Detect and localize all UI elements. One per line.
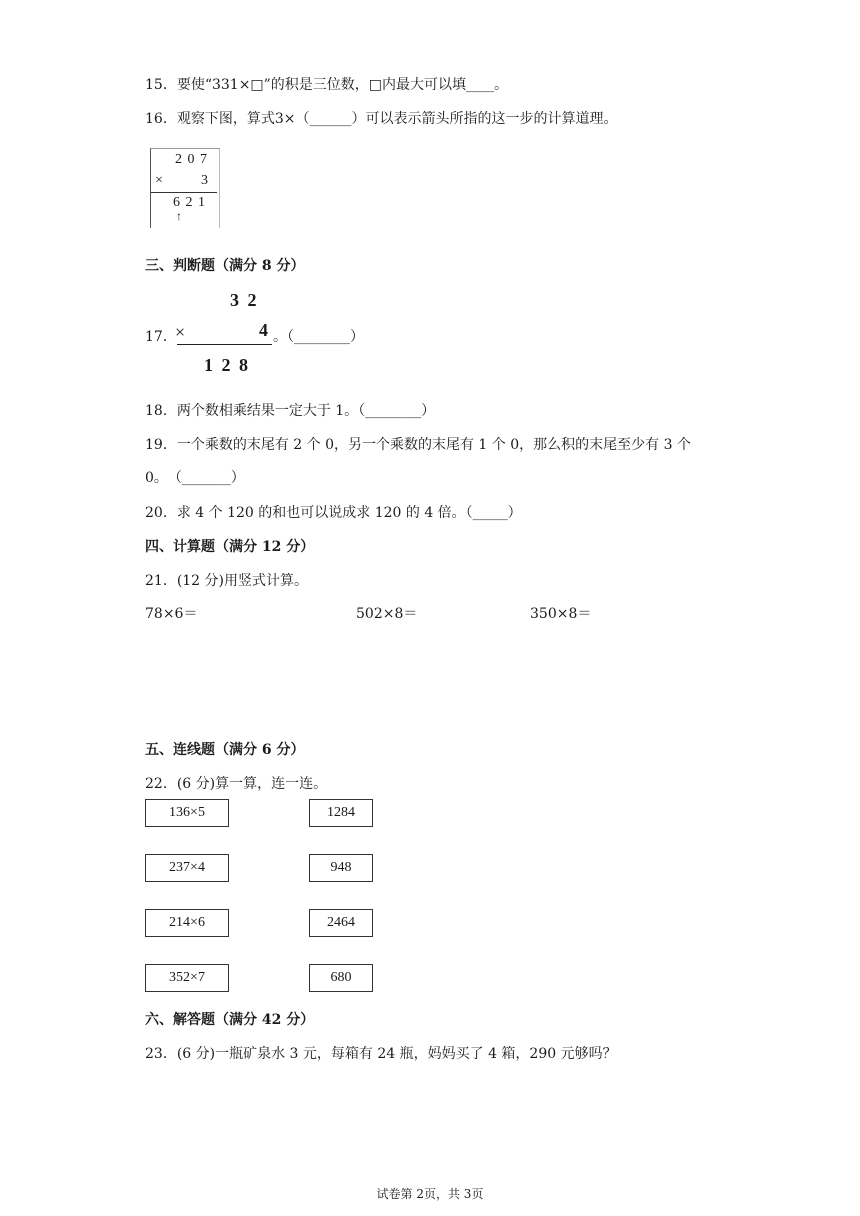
question-15: 15．要使“331×□”的积是三位数，□内最大可以填____。 [145, 77, 509, 93]
question-18: 18．两个数相乘结果一定大于 1。（________） [145, 403, 436, 419]
q17-times-sign: × [175, 322, 186, 342]
question-16-figure [150, 148, 220, 228]
question-19-line-2: 0。 （_______） [145, 470, 245, 486]
fig16-rule [151, 192, 217, 193]
fig16-product: 6 2 1 [173, 195, 206, 210]
match-right-3[interactable]: 2464 [309, 909, 373, 937]
fig16-multiplicand: 2 0 7 [175, 152, 208, 167]
question-19-line-1: 19．一个乘数的末尾有 2 个 0，另一个乘数的末尾有 1 个 0，那么积的末尾至少有 3 个 [145, 437, 691, 453]
q17-product: 1 2 8 [204, 355, 250, 375]
q17-number: 17． [145, 329, 177, 345]
section-5-title: 五、连线题（满分 6 分） [145, 742, 305, 758]
q17-answer-blank: 。（________） [273, 329, 364, 345]
q17-rule [177, 344, 272, 345]
match-right-4[interactable]: 680 [309, 964, 373, 992]
question-22: 22．(6 分)算一算，连一连。 [145, 776, 328, 792]
q17-multiplier: 4 [259, 320, 268, 340]
fig16-multiplier: 3 [201, 173, 208, 188]
match-left-2[interactable]: 237×4 [145, 854, 229, 882]
calc-item-3: 350×8＝ [530, 606, 592, 622]
match-left-4[interactable]: 352×7 [145, 964, 229, 992]
match-left-1[interactable]: 136×5 [145, 799, 229, 827]
fig16-times-sign: × [155, 173, 163, 188]
question-23: 23．(6 分)一瓶矿泉水 3 元，每箱有 24 瓶，妈妈买了 4 箱，290 元够吗？ [145, 1046, 617, 1062]
question-20: 20．求 4 个 120 的和也可以说成求 120 的 4 倍。（_____） [145, 505, 522, 521]
section-3-title: 三、判断题（满分 8 分） [145, 258, 305, 274]
arrow-up-icon: ↑ [176, 209, 182, 223]
match-left-3[interactable]: 214×6 [145, 909, 229, 937]
section-6-title: 六、解答题（满分 42 分） [145, 1012, 315, 1028]
section-4-title: 四、计算题（满分 12 分） [145, 539, 315, 555]
page-footer: 试卷第 2页，共 3页 [376, 1187, 484, 1201]
q17-multiplicand: 3 2 [230, 290, 259, 310]
question-21: 21．(12 分)用竖式计算。 [145, 573, 309, 589]
match-right-1[interactable]: 1284 [309, 799, 373, 827]
match-right-2[interactable]: 948 [309, 854, 373, 882]
calc-item-2: 502×8＝ [356, 606, 418, 622]
question-16: 16．观察下图，算式3×（______）可以表示箭头所指的这一步的计算道理。 [145, 111, 618, 127]
calc-item-1: 78×6＝ [145, 606, 198, 622]
